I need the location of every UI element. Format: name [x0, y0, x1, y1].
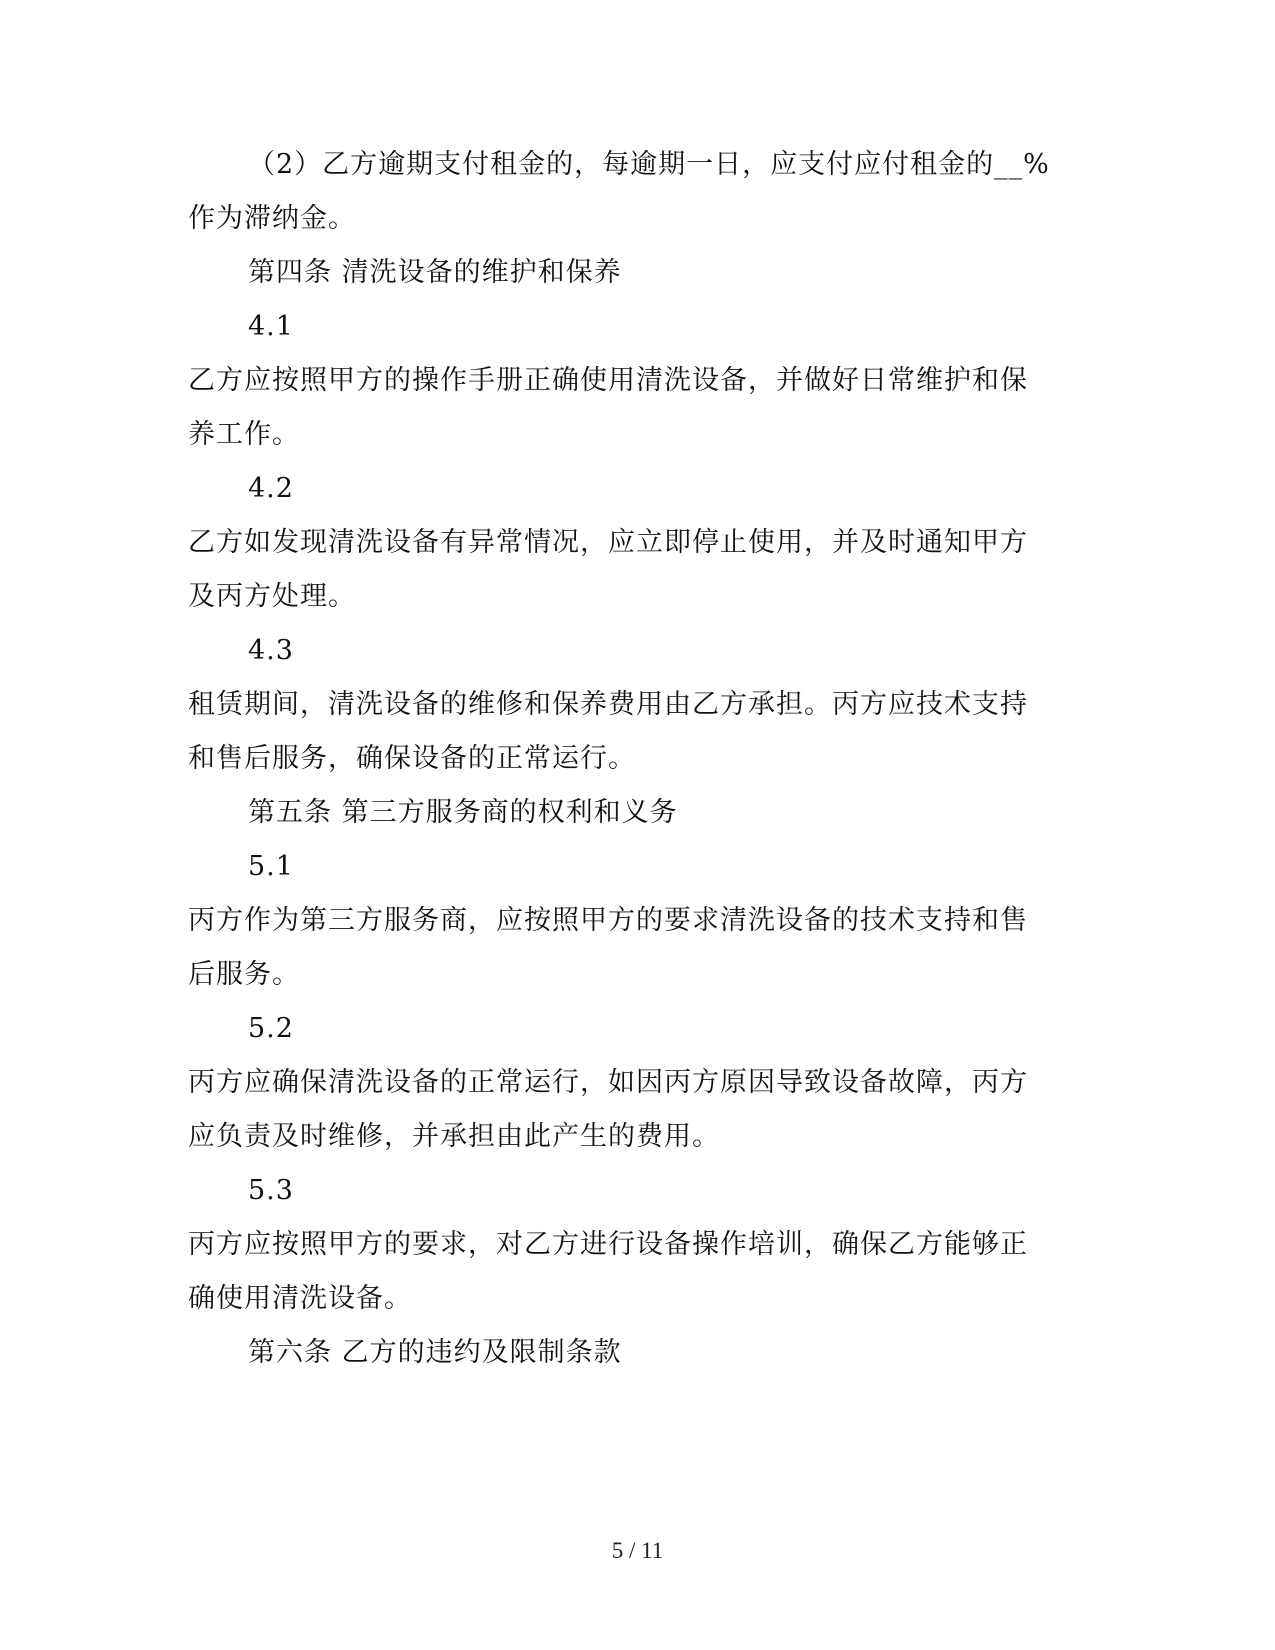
clause-number-5-3: 5.3	[248, 1175, 294, 1206]
clause-4-2-text: 乙方如发现清洗设备有异常情况，应立即停止使用，并及时通知甲方	[188, 527, 1028, 558]
clause-number-4-2: 4.2	[248, 473, 294, 504]
clause-5-2-text-cont: 应负责及时维修，并承担由此产生的费用。	[188, 1121, 720, 1152]
clause-4-3-text-cont: 和售后服务，确保设备的正常运行。	[188, 743, 636, 774]
clause-4-1-text: 乙方应按照甲方的操作手册正确使用清洗设备，并做好日常维护和保	[188, 365, 1028, 396]
article-5-heading: 第五条 第三方服务商的权利和义务	[248, 797, 678, 828]
clause-5-3-text-cont: 确使用清洗设备。	[188, 1283, 412, 1314]
paragraph-late-fee-cont: 作为滞纳金。	[188, 203, 356, 234]
clause-4-1-text-cont: 养工作。	[188, 419, 300, 450]
paragraph-late-fee: （2）乙方逾期支付租金的，每逾期一日，应支付应付租金的__%	[248, 149, 1050, 180]
article-4-heading: 第四条 清洗设备的维护和保养	[248, 257, 622, 288]
clause-4-3-text: 租赁期间，清洗设备的维修和保养费用由乙方承担。丙方应技术支持	[188, 689, 1028, 720]
clause-5-2-text: 丙方应确保清洗设备的正常运行，如因丙方原因导致设备故障，丙方	[188, 1067, 1028, 1098]
article-6-heading: 第六条 乙方的违约及限制条款	[248, 1337, 622, 1368]
clause-5-3-text: 丙方应按照甲方的要求，对乙方进行设备操作培训，确保乙方能够正	[188, 1229, 1028, 1260]
clause-5-1-text: 丙方作为第三方服务商，应按照甲方的要求清洗设备的技术支持和售	[188, 905, 1028, 936]
page-number: 5 / 11	[611, 1538, 664, 1563]
clause-4-2-text-cont: 及丙方处理。	[188, 581, 356, 612]
clause-number-4-3: 4.3	[248, 635, 294, 666]
clause-number-5-2: 5.2	[248, 1013, 294, 1044]
clause-number-5-1: 5.1	[248, 851, 294, 882]
clause-5-1-text-cont: 后服务。	[188, 959, 300, 990]
clause-number-4-1: 4.1	[248, 311, 294, 342]
